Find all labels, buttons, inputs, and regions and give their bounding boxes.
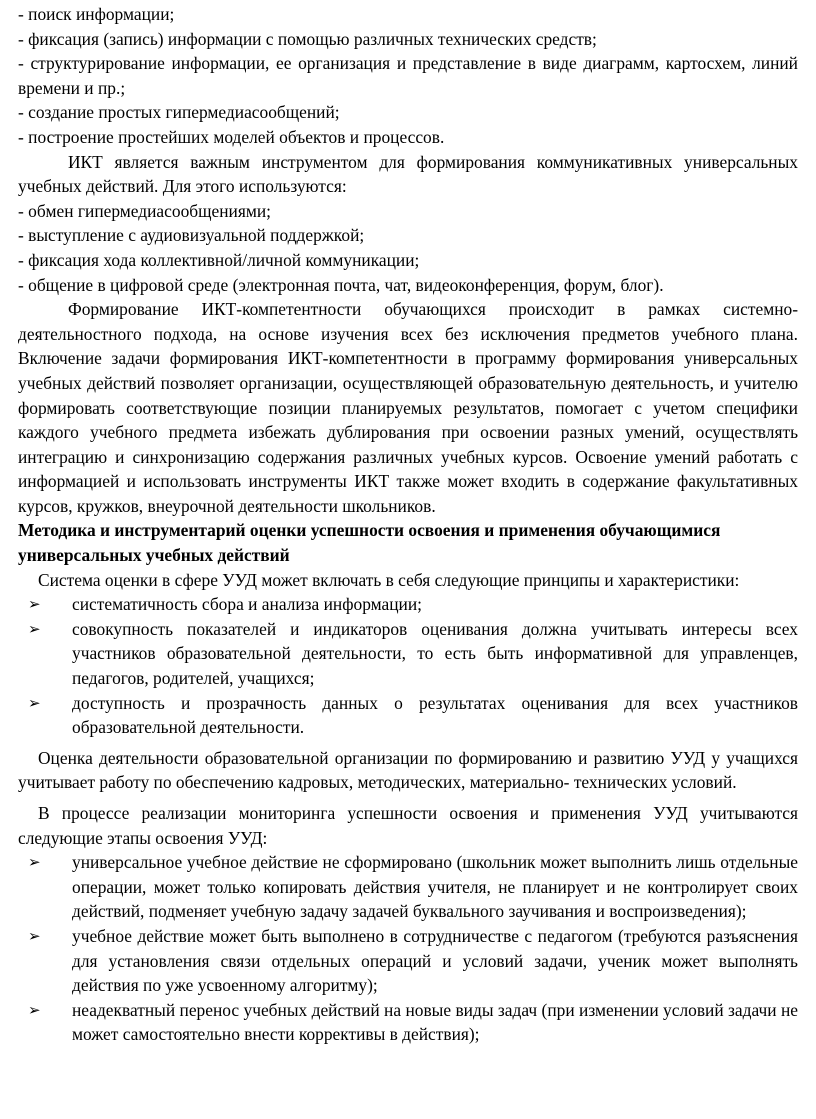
list-item-text: неадекватный перенос учебных действий на новые виды задач (при изменении условий задачи не может самостоятельно внести коррективы в действия); [72, 999, 798, 1045]
stages-list [18, 850, 798, 1047]
list-item: - построение простейших моделей объектов и процессов. [18, 126, 445, 147]
list-item: - фиксация хода коллективной/личной коммуникации; [18, 249, 420, 270]
list-item: - обмен гипермедиасообщениями; [18, 200, 271, 221]
communication-list [18, 199, 798, 297]
list-item [18, 691, 798, 740]
info-skills-list [18, 2, 798, 150]
list-item-text: систематичность сбора и анализа информации; [72, 594, 422, 615]
list-item [18, 617, 798, 691]
list-item: - общение в цифровой среде (электронная почта, чат, видеоконференция, форум, блог). [18, 274, 664, 295]
list-item-text: универсальное учебное действие не сформировано (школьник может выполнить лишь отдельные операции, может только копировать действия учителя, не планирует и не контролирует своих действий, подменяет учебную задачу задачей буквального заучивания и воспроизведения); [72, 852, 798, 922]
list-item [18, 592, 798, 617]
principles-list [18, 592, 798, 740]
arrow-bullet-icon: ➢ [28, 595, 41, 614]
arrow-bullet-icon: ➢ [28, 619, 41, 638]
arrow-bullet-icon: ➢ [28, 693, 41, 712]
list-item: - создание простых гипермедиасообщений; [18, 102, 340, 123]
list-item: - выступление с аудиовизуальной поддержкой; [18, 225, 365, 246]
list-item-text: учебное действие может быть выполнено в сотрудничестве с педагогом (требуются разъяснения для установления связи отдельных операций и условий задачи, ученик может выполнять действия по уже усвоенному алгоритму); [72, 925, 798, 996]
list-item-text: доступность и прозрачность данных о результатах оценивания для всех участников образовательной деятельности. [72, 692, 798, 738]
paragraph-evaluation: Оценка деятельности образовательной организации по формированию и развитию УУД у учащихся учитывает работу по обеспечению кадровых, методических, материально- технических условий. [18, 747, 798, 793]
section-heading: Методика и инструментарий оценки успешности освоения и применения обучающимися универсальных учебных действий [18, 520, 721, 566]
list-item-text: совокупность показателей и индикаторов оценивания должна учитывать интересы всех участников образовательной деятельности, то есть быть информативной для управленцев, педагогов, родителей, учащихся; [72, 618, 798, 689]
arrow-bullet-icon: ➢ [28, 926, 41, 945]
arrow-bullet-icon: ➢ [28, 853, 41, 872]
paragraph-monitoring: В процессе реализации мониторинга успешности освоения и применения УУД учитываются следующие этапы освоения УУД: [18, 803, 798, 848]
list-item: - структурирование информации, ее организация и представление в виде диаграмм, картосхем, линий времени и пр.; [18, 53, 798, 98]
list-item [18, 998, 798, 1047]
arrow-bullet-icon: ➢ [28, 1000, 41, 1019]
list-item [18, 850, 798, 924]
paragraph-ikt: ИКТ является важным инструментом для формирования коммуникативных универсальных учебных действий. Для этого используются: [18, 151, 798, 197]
list-item [18, 924, 798, 998]
list-item: - фиксация (запись) информации с помощью различных технических средств; [18, 28, 597, 49]
list-item: - поиск информации; [18, 4, 175, 24]
paragraph-system: Система оценки в сфере УУД может включать в себя следующие принципы и характеристики: [38, 569, 740, 590]
paragraph-formation: Формирование ИКТ-компетентности обучающихся происходит в рамках системно-деятельностного подхода, на основе изучения всех без исключения предметов учебного плана. Включение задачи формирования ИКТ-компетентности в программу формирования универсальных учебных действий позволяет организации, осуществляющей образовательную деятельность, и учителю формировать соответствующие позиции планируемых результатов, помогает с учетом специфики каждого учебного предмета избежать дублирования при освоении разных умений, осуществлять интеграцию и синхронизацию содержания различных учебных курсов. Освоение умений работать с информацией и использовать инструменты ИКТ также может входить в содержание факультативных курсов, кружков, внеурочной деятельности школьников. [18, 299, 798, 516]
